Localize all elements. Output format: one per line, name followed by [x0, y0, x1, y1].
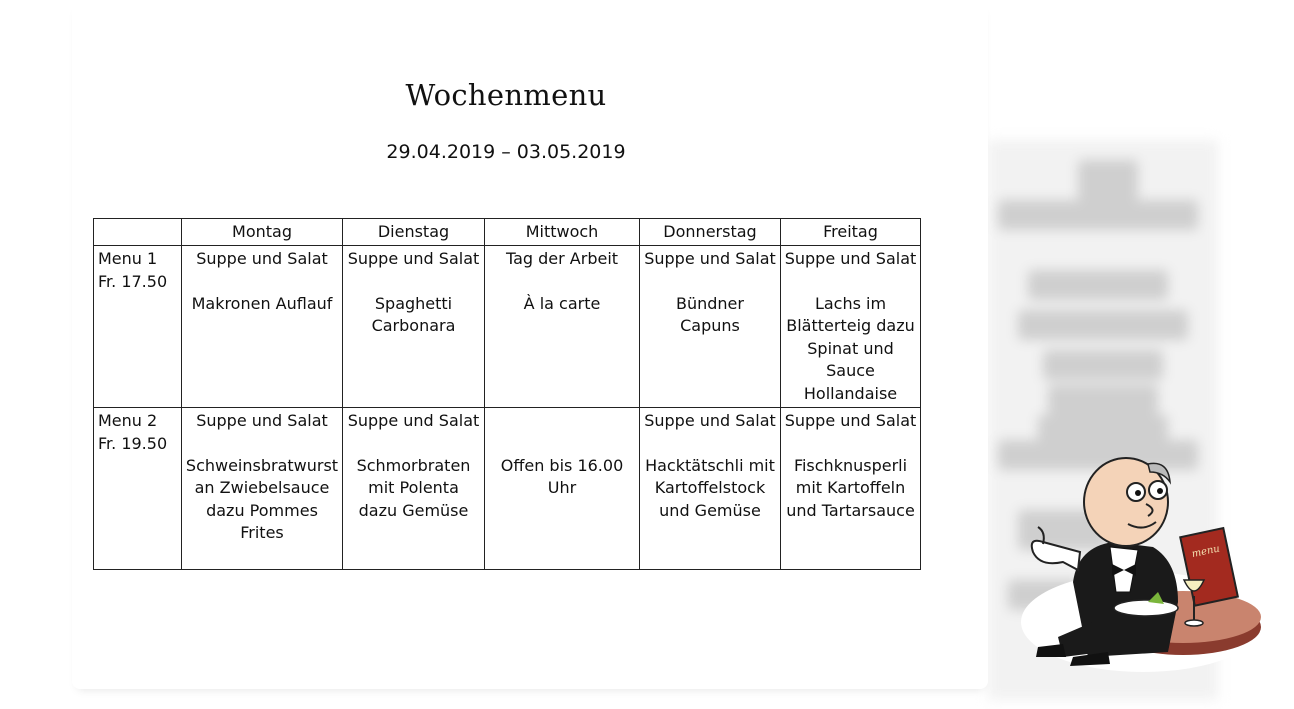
cell-main-dish: Spaghetti Carbonara: [371, 293, 456, 335]
menu-cell: [485, 408, 640, 570]
menu-cell: [781, 408, 921, 570]
cell-main-dish: Fischknusperli mit Kartoffeln und Tartarsauce: [786, 455, 915, 520]
cell-starter: Suppe und Salat: [784, 249, 917, 268]
menu-cell: [343, 408, 485, 570]
cell-starter: Suppe und Salat: [644, 411, 776, 430]
menu-cell: [182, 408, 343, 570]
cell-starter: Suppe und Salat: [347, 411, 480, 430]
menu-cell: [182, 246, 343, 408]
weekly-menu-table: [93, 218, 921, 570]
cell-starter: Suppe und Salat: [347, 249, 480, 268]
menu-card-label: menu: [1190, 543, 1221, 561]
menu-cell: [343, 246, 485, 408]
header-monday: Montag: [182, 219, 343, 246]
cell-main-dish: Schmorbraten mit Polenta dazu Gemüse: [356, 455, 471, 520]
cell-starter: Suppe und Salat: [644, 249, 776, 268]
row-header-menu-1: [94, 246, 182, 408]
cell-main-dish: Schweinsbratwurst an Zwiebelsauce dazu Pommes Frites: [185, 455, 339, 542]
cell-main-dish: À la carte: [523, 293, 601, 313]
page-title: Wochenmenu: [405, 78, 607, 112]
cell-main-dish: Hacktätschli mit Kartoffelstock und Gemüse: [645, 455, 775, 520]
cell-starter: [488, 410, 636, 433]
date-range: 29.04.2019 – 03.05.2019: [386, 141, 626, 163]
menu-cell: [781, 246, 921, 408]
table-row: [94, 246, 921, 408]
header-empty: [94, 219, 182, 246]
row-header-menu-2: [94, 408, 182, 570]
cell-starter: Suppe und Salat: [784, 411, 917, 430]
table-header-row: [94, 219, 921, 246]
menu-price: Fr. 17.50: [98, 271, 168, 291]
cell-main-dish: Makronen Auflauf: [191, 293, 333, 313]
cell-main-dish: Offen bis 16.00 Uhr: [500, 455, 624, 497]
cell-main-dish: Bündner Capuns: [676, 293, 744, 335]
table-row: [94, 408, 921, 570]
cell-main-dish: Lachs im Blätterteig dazu Spinat und Sauce Hollandaise: [786, 293, 915, 403]
header-tuesday: Dienstag: [343, 219, 485, 246]
menu-label: Menu 2: [98, 411, 158, 430]
cell-starter: Suppe und Salat: [196, 411, 328, 430]
menu-price: Fr. 19.50: [98, 433, 168, 453]
waiter-with-menu-icon: [1018, 452, 1268, 682]
menu-cell: [485, 246, 640, 408]
menu-cell: [640, 408, 781, 570]
header-thursday: Donnerstag: [640, 219, 781, 246]
cell-starter: Suppe und Salat: [196, 249, 328, 268]
cell-starter: Tag der Arbeit: [505, 249, 619, 268]
header-friday: Freitag: [781, 219, 921, 246]
header-wednesday: Mittwoch: [485, 219, 640, 246]
menu-cell: [640, 246, 781, 408]
menu-label: Menu 1: [98, 249, 158, 268]
